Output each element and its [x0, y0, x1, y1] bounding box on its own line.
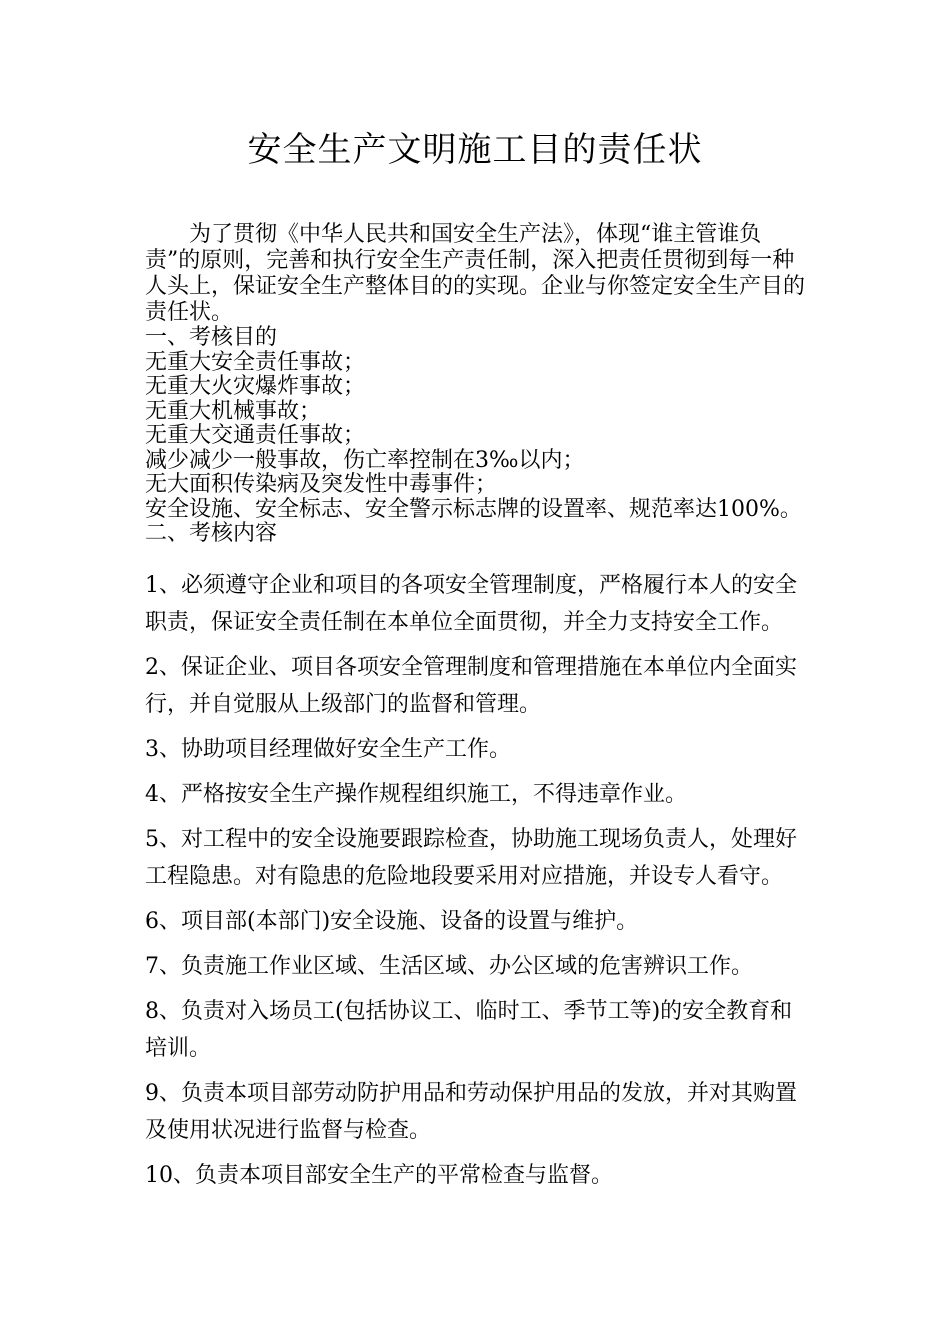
goal-item: 无重大火灾爆炸事故；	[145, 374, 366, 399]
content-item: 3、协助项目经理做好安全生产工作。	[145, 737, 511, 762]
section-assessment-content	[145, 567, 810, 1202]
document-title: 安全生产文明施工目的责任状	[247, 130, 703, 170]
intro-paragraph	[145, 222, 810, 326]
goal-item: 无重大安全责任事故；	[145, 349, 366, 375]
content-item: 1、必须遵守企业和项目的各项安全管理制度，严格履行本人的安全职责，保证安全责任制在本单位全面贯彻，并全力支持安全工作。	[145, 573, 797, 635]
goal-item: 无重大交通责任事故；	[145, 423, 366, 448]
goal-item: 无大面积传染病及突发性中毒事件；	[145, 472, 498, 497]
intro-text: 为了贯彻《中华人民共和国安全生产法》，体现“谁主管谁负责”的原则，完善和执行安全生产责任制，深入把责任贯彻到每一种人头上，保证安全生产整体目的的实现。企业与你签定安全生产目的责任状。	[145, 222, 806, 325]
content-item: 9、负责本项目部劳动防护用品和劳动保护用品的发放，并对其购置及使用状况进行监督与检查。	[145, 1081, 797, 1143]
section1-heading: 一、考核目的	[145, 325, 278, 350]
content-item: 6、项目部(本部门)安全设施、设备的设置与维护。	[145, 909, 639, 934]
content-item: 10、负责本项目部安全生产的平常检查与监督。	[145, 1163, 613, 1188]
goal-item: 安全设施、安全标志、安全警示标志牌的设置率、规范率达100%。	[145, 496, 802, 522]
content-item: 5、对工程中的安全设施要跟踪检查，协助施工现场负责人，处理好工程隐患。对有隐患的危险地段要采用对应措施，并设专人看守。	[145, 827, 797, 889]
goal-item: 减少减少一般事故，伤亡率控制在3‰以内；	[145, 447, 585, 473]
section2-heading: 二、考核内容	[145, 521, 278, 546]
content-item: 8、负责对入场员工(包括协议工、临时工、季节工等)的安全教育和培训。	[145, 999, 793, 1061]
goal-item: 无重大机械事故；	[145, 398, 322, 424]
section-assessment-goals	[145, 326, 810, 547]
content-item: 4、严格按安全生产操作规程组织施工，不得违章作业。	[145, 782, 687, 807]
content-item: 2、保证企业、项目各项安全管理制度和管理措施在本单位内全面实行，并自觉服从上级部门的监督和管理。	[145, 655, 797, 717]
content-item: 7、负责施工作业区域、生活区域、办公区域的危害辨识工作。	[145, 954, 753, 979]
